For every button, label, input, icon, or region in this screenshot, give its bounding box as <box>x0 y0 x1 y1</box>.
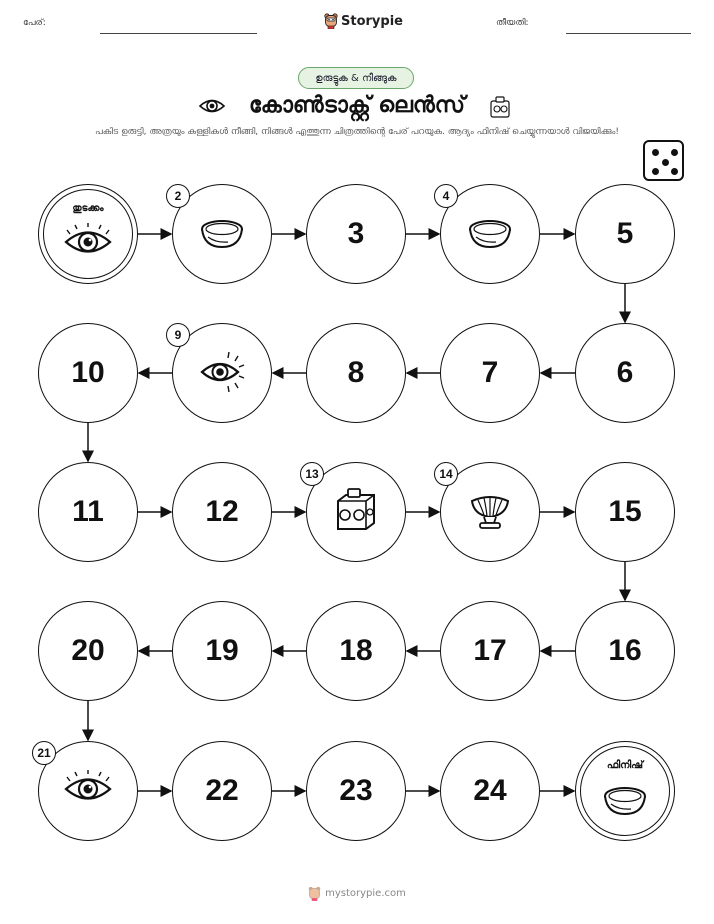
space-number: 19 <box>205 634 239 667</box>
space-number: 17 <box>473 634 507 667</box>
contact-lens-icon <box>462 209 518 259</box>
eye-icon <box>60 766 116 816</box>
eye-icon <box>60 219 116 269</box>
space-number: 15 <box>608 495 642 528</box>
contact-lens-icon <box>194 209 250 259</box>
contact-lens-icon <box>597 776 653 826</box>
board-space-17 <box>440 601 540 701</box>
space-number: 22 <box>205 774 239 807</box>
space-number: 3 <box>347 217 365 250</box>
instructions: പകിട ഉരുട്ടി, അത്രയും കള്ളികൾ നീങ്ങി, നിങ്ങൾ എത്തുന്ന ചിത്രത്തിന്റെ പേര് പറയുക. ആദ്യം ഫിനിഷ് ചെയ്യുന്നയാൾ വിജയിക്കും! <box>95 127 619 137</box>
board-space-16 <box>575 601 675 701</box>
space-number-badge: 4 <box>434 184 458 208</box>
space-number-badge: 21 <box>32 741 56 765</box>
space-number: 6 <box>616 356 634 389</box>
space-number-badge: 13 <box>300 462 324 486</box>
board-space-11 <box>38 462 138 562</box>
space-number: 8 <box>347 356 365 389</box>
board-space-3 <box>306 184 406 284</box>
name-label: പേര്: <box>23 18 46 28</box>
board-space-8 <box>306 323 406 423</box>
board-space-15 <box>575 462 675 562</box>
date-label: തീയതി: <box>496 18 529 28</box>
board-space-7 <box>440 323 540 423</box>
board-space-20 <box>38 601 138 701</box>
lens-case-icon <box>328 487 384 537</box>
board-space-12 <box>172 462 272 562</box>
eye-rays-icon <box>194 348 250 398</box>
finish-label: ഫിനിഷ് <box>606 760 644 771</box>
start-label: തുടക്കം <box>72 203 104 214</box>
shell-bowl-icon <box>462 487 518 537</box>
start-space <box>38 184 138 284</box>
space-number: 12 <box>205 495 239 528</box>
finish-space <box>575 741 675 841</box>
space-number-badge: 2 <box>166 184 190 208</box>
space-number: 5 <box>616 217 634 250</box>
space-number: 16 <box>608 634 642 667</box>
space-number: 20 <box>71 634 105 667</box>
space-number-badge: 14 <box>434 462 458 486</box>
bear-mascot-icon <box>308 886 321 901</box>
page-title: കോൺടാക്റ്റ് ലെൻസ് <box>249 93 465 118</box>
footer <box>0 886 714 901</box>
board-space-10 <box>38 323 138 423</box>
board-space-5 <box>575 184 675 284</box>
game-type-tag: ഉരുട്ടുക & നീങ്ങുക <box>298 67 414 89</box>
space-number: 11 <box>72 495 104 528</box>
board-space-22 <box>172 741 272 841</box>
board-space-24 <box>440 741 540 841</box>
board-space-18 <box>306 601 406 701</box>
space-number: 18 <box>339 634 373 667</box>
board-space-23 <box>306 741 406 841</box>
space-number: 10 <box>71 356 105 389</box>
space-number: 23 <box>339 774 373 807</box>
board-space-19 <box>172 601 272 701</box>
space-number: 7 <box>481 356 499 389</box>
space-number: 24 <box>473 774 507 807</box>
brand-name: Storypie <box>341 13 403 29</box>
board-space-6 <box>575 323 675 423</box>
space-number-badge: 9 <box>166 323 190 347</box>
footer-url: mystorypie.com <box>325 888 406 899</box>
